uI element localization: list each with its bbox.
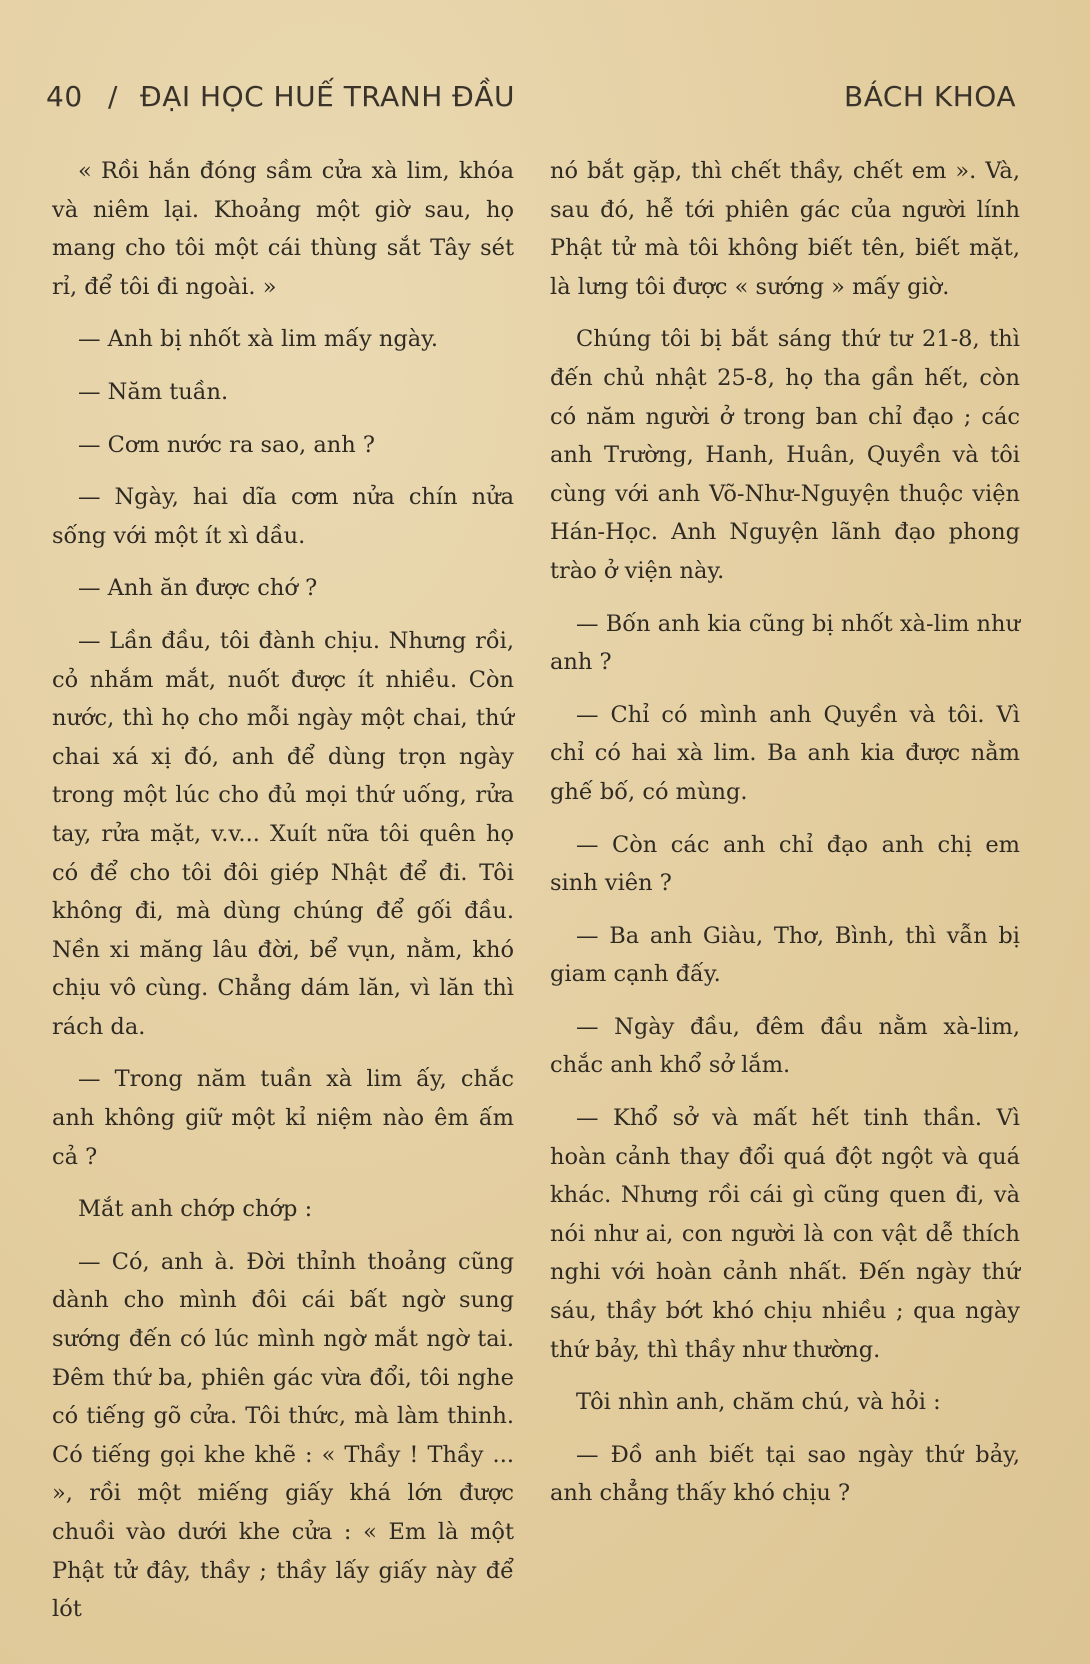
paragraph: « Rồi hắn đóng sầm cửa xà lim, khóa và niêm lại. Khoảng một giờ sau, họ mang cho tôi một cái thùng sắt Tây sét rỉ, để tôi đi ngoài. » xyxy=(52,158,514,300)
paragraph: nó bắt gặp, thì chết thầy, chết em ». Và, sau đó, hễ tới phiên gác của người lính Phật tử mà tôi không biết tên, biết mặt, là lưng tôi được « sướng » mấy giờ. xyxy=(550,158,1020,300)
paragraph: Tôi nhìn anh, chăm chú, và hỏi : xyxy=(576,1389,941,1416)
paragraph: — Có, anh à. Đời thỉnh thoảng cũng dành cho mình đôi cái bất ngờ sung sướng đến có lúc mình ngờ mắt ngờ tai. Đêm thứ ba, phiên gác vừa đổi, tôi nghe có tiếng gõ cửa. Tôi thức, mà làm thinh. Có tiếng gọi khe khẽ : « Thầy ! Thầy ... », rồi một miếng giấy khá lớn được chuồi vào dưới khe cửa : « Em là một Phật tử đây, thầy ; thầy lấy giấy này để lót xyxy=(52,1248,514,1623)
paragraph: — Ngày, hai dĩa cơm nửa chín nửa sống với một ít xì dầu. xyxy=(52,484,514,549)
paragraph: — Cơm nước ra sao, anh ? xyxy=(78,431,375,458)
section-title: ĐẠI HỌC HUẾ TRANH ĐẦU xyxy=(140,80,516,113)
paragraph: Mắt anh chớp chớp : xyxy=(78,1196,313,1223)
paragraph: — Bốn anh kia cũng bị nhốt xà-lim như anh ? xyxy=(550,610,1020,676)
running-header xyxy=(46,80,1016,120)
paragraph: — Chỉ có mình anh Quyền và tôi. Vì chỉ có hai xà lim. Ba anh kia được nằm ghế bố, có mùng. xyxy=(550,701,1020,805)
left-column xyxy=(52,152,514,1643)
paragraph: — Còn các anh chỉ đạo anh chị em sinh viên ? xyxy=(550,831,1020,897)
paragraph: — Ngày đầu, đêm đầu nằm xà-lim, chắc anh khổ sở lắm. xyxy=(550,1013,1020,1079)
paragraph: — Đồ anh biết tại sao ngày thứ bảy, anh chẳng thấy khó chịu ? xyxy=(550,1441,1020,1507)
paragraph: — Lần đầu, tôi đành chịu. Nhưng rồi, cỏ nhắm mắt, nuốt được ít nhiều. Còn nước, thì họ cho mỗi ngày một chai, thứ chai xá xị đó, anh để dùng trọn ngày trong một lúc cho đủ mọi thứ uống, rửa tay, rửa mặt, v.v... Xuít nữa tôi quên họ có để cho tôi đôi giép Nhật để đi. Tôi không đi, mà dùng chúng để gối đầu. Nền xi măng lâu đời, bể vụn, nằm, khó chịu vô cùng. Chẳng dám lăn, vì lăn thì rách da. xyxy=(52,627,514,1040)
paragraph: — Ba anh Giàu, Thơ, Bình, thì vẫn bị giam cạnh đấy. xyxy=(550,922,1020,988)
paragraph: — Anh ăn được chớ ? xyxy=(78,575,318,602)
paragraph: — Trong năm tuần xà lim ấy, chắc anh không giữ một kỉ niệm nào êm ấm cả ? xyxy=(52,1066,514,1170)
header-separator: / xyxy=(108,80,118,113)
right-column xyxy=(550,152,1020,1527)
paragraph: — Anh bị nhốt xà lim mấy ngày. xyxy=(78,326,439,353)
magazine-name: BÁCH KHOA xyxy=(844,80,1016,113)
paragraph: — Khổ sở và mất hết tinh thần. Vì hoàn cảnh thay đổi quá đột ngột và quá khác. Nhưng rồi cái gì cũng quen đi, và nói như ai, con người là con vật dễ thích nghi với hoàn cảnh nhất. Đến ngày thứ sáu, thầy bớt khó chịu nhiều ; qua ngày thứ bảy, thì thầy như thường. xyxy=(550,1105,1020,1363)
paragraph: Chúng tôi bị bắt sáng thứ tư 21-8, thì đến chủ nhật 25-8, họ tha gần hết, còn có năm người ở trong ban chỉ đạo ; các anh Trường, Hanh, Huân, Quyền và tôi cùng với anh Võ-Như-Nguyện thuộc viện Hán-Học. Anh Nguyện lãnh đạo phong trào ở viện này. xyxy=(550,326,1020,584)
paragraph: — Năm tuần. xyxy=(78,378,229,405)
page-number: 40 xyxy=(46,80,83,113)
